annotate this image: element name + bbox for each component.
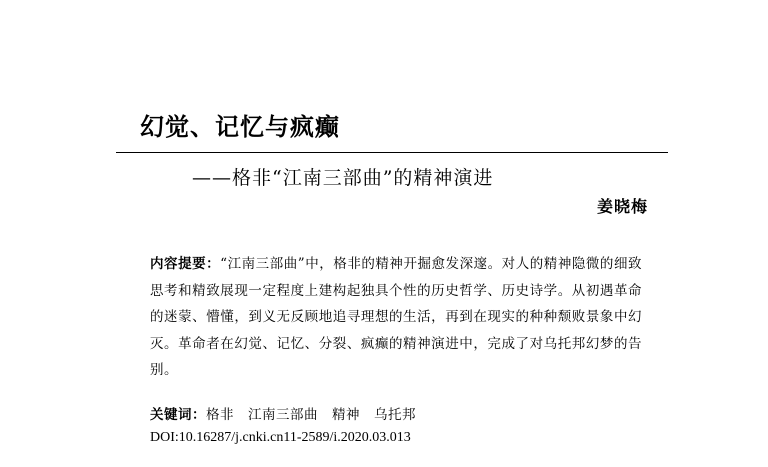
title-divider [116, 152, 668, 153]
doi-line: DOI:10.16287/j.cnki.cn11-2589/i.2020.03.013 [150, 430, 411, 445]
abstract-label: 内容提要： [150, 256, 221, 272]
keyword-item: 江南三部曲 [248, 407, 318, 423]
keywords-label: 关键词： [150, 407, 206, 423]
article-title: 幻觉、记忆与疯癫 [140, 113, 340, 141]
abstract-paragraph [150, 251, 642, 384]
author-name: 姜晓梅 [596, 197, 648, 216]
keywords-line [150, 405, 430, 425]
keyword-item: 格非 [206, 407, 234, 423]
abstract-text: “江南三部曲”中，格非的精神开掘愈发深邃。对人的精神隐微的细致思考和精致展现一定程度上建构起独具个性的历史哲学、历史诗学。从初遇革命的迷蒙、懵懂，到义无反顾地追寻理想的生活，再到在现实的种种颓败景象中幻灭。革命者在幻觉、记忆、分裂、疯癫的精神演进中，完成了对乌托邦幻梦的告别。 [150, 256, 642, 378]
keyword-item: 乌托邦 [374, 407, 416, 423]
article-subtitle: ——格非“江南三部曲”的精神演进 [192, 167, 494, 189]
keyword-item: 精神 [332, 407, 360, 423]
